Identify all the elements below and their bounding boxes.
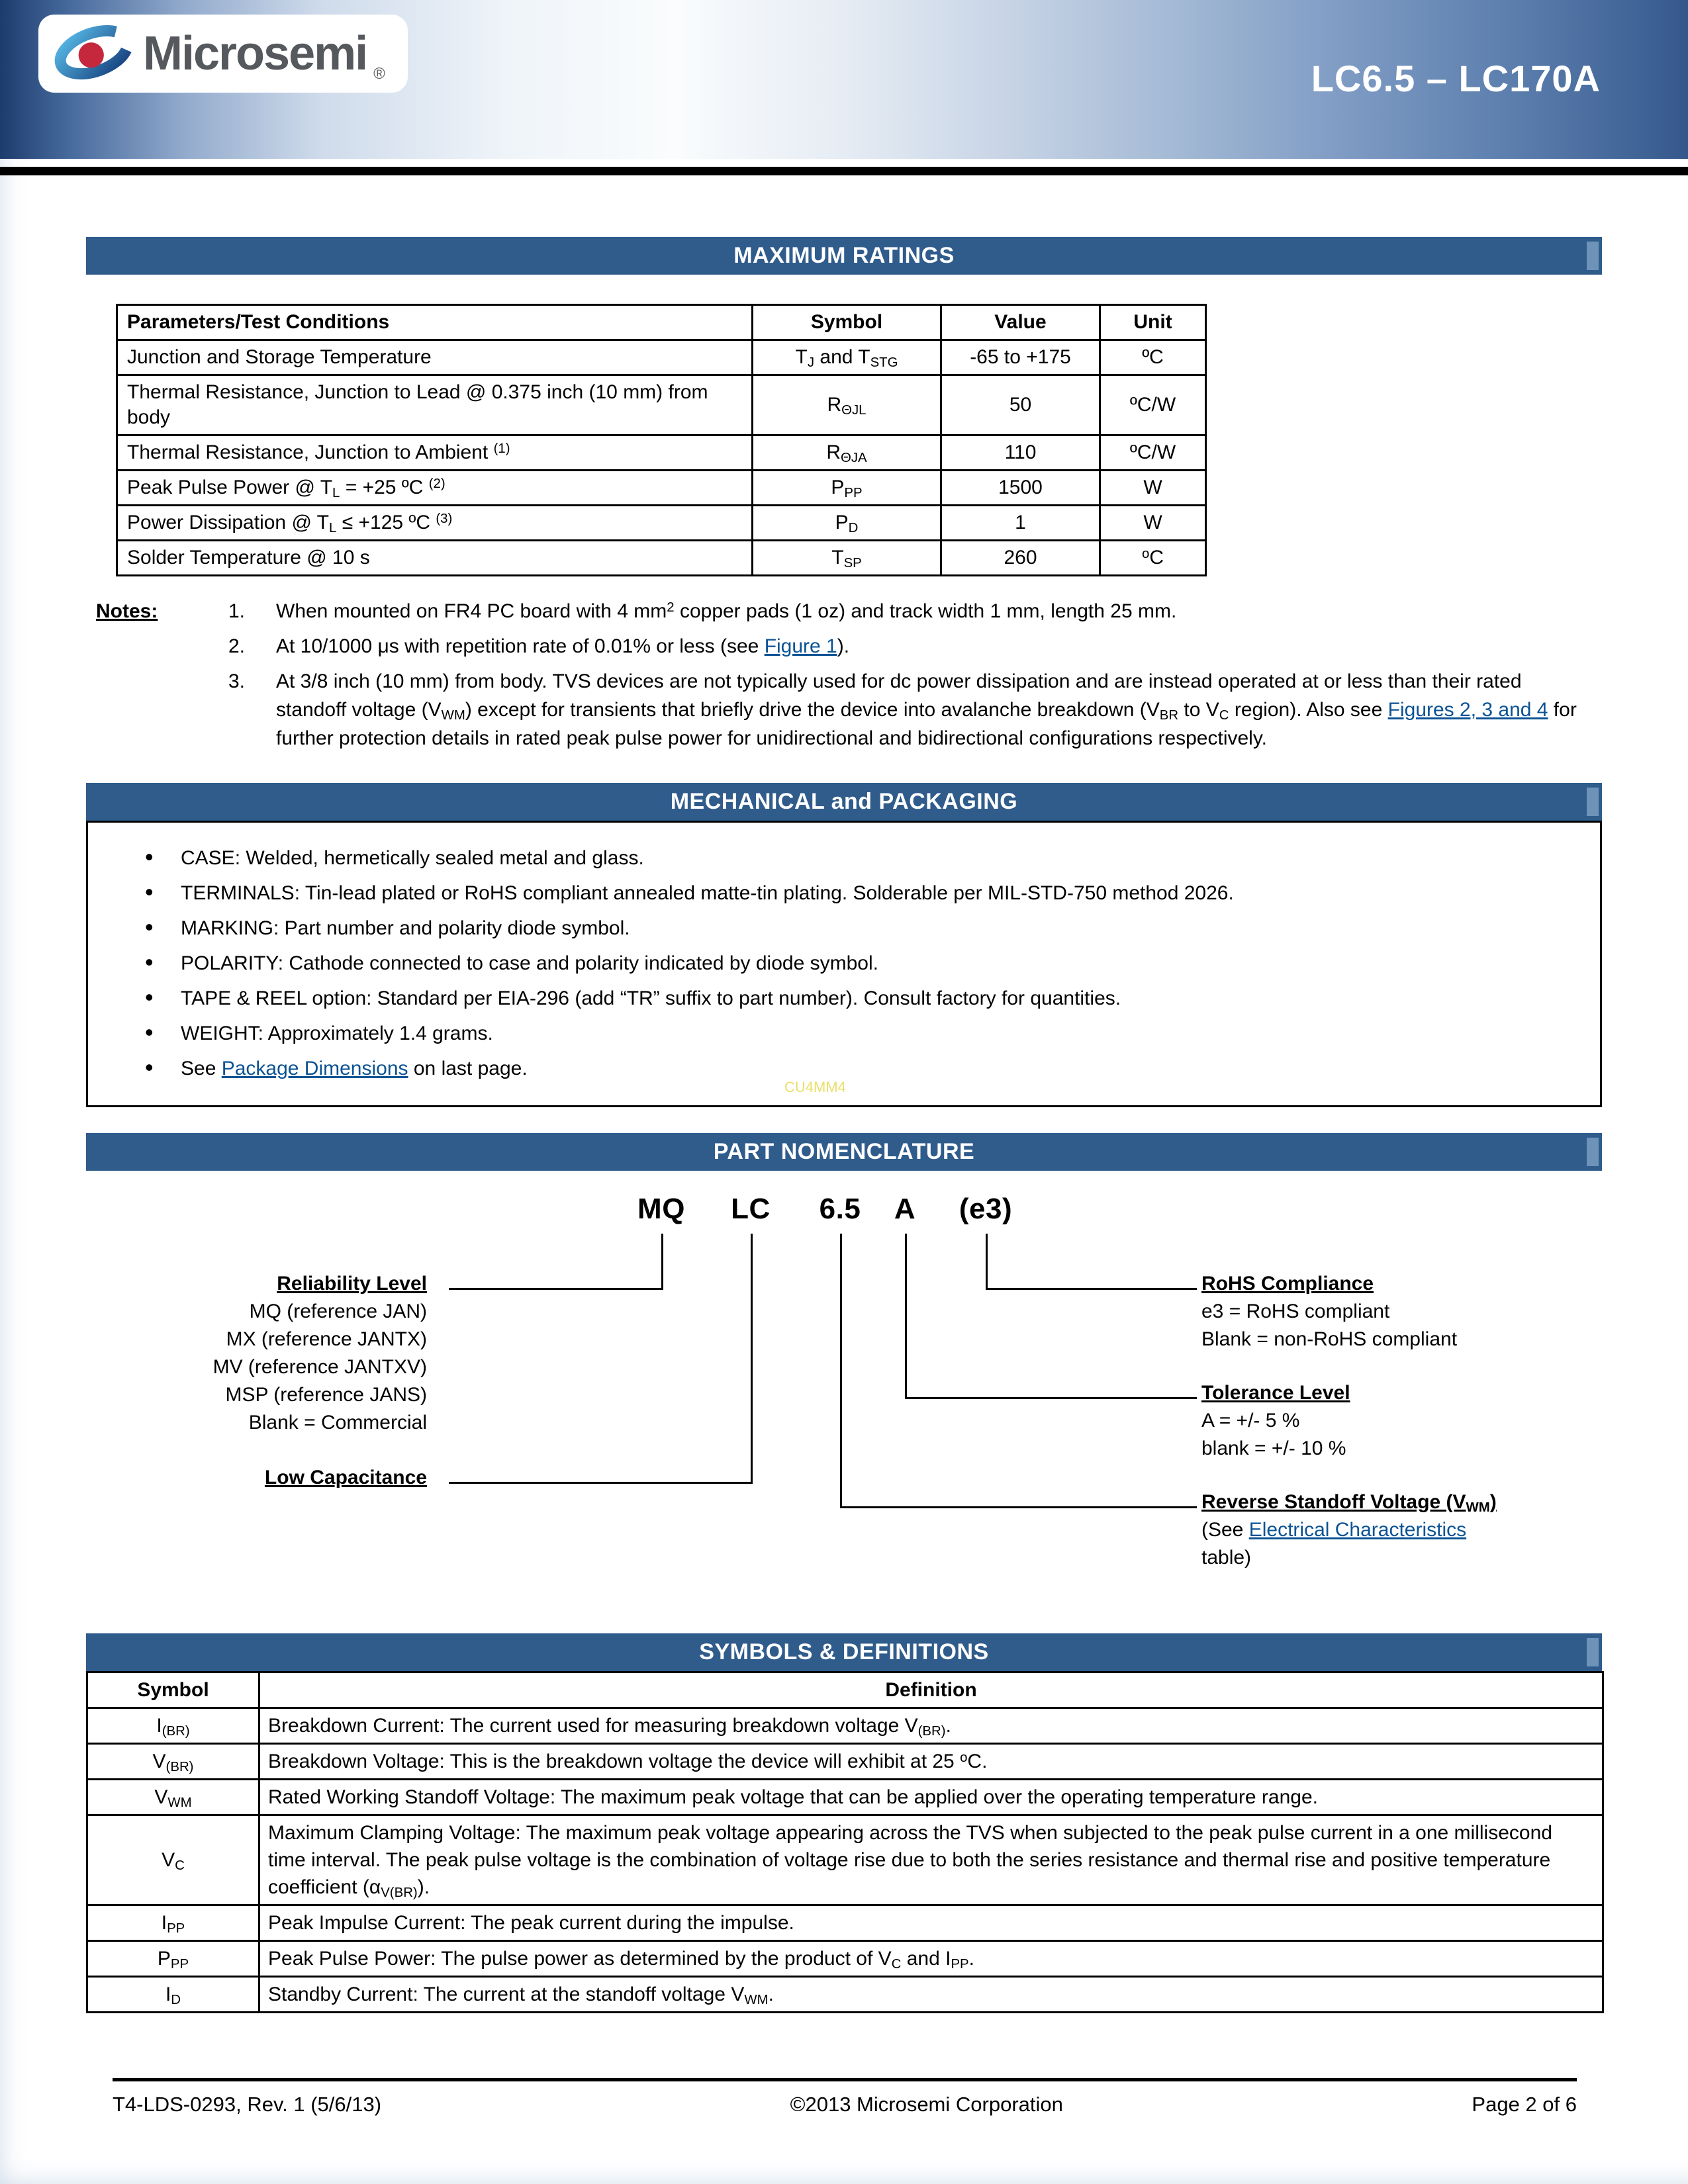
table-row (117, 506, 1206, 541)
unit-cell: W (1100, 471, 1206, 506)
registered-mark: ® (373, 65, 385, 83)
header-banner (0, 0, 1688, 159)
symbol-cell: $R_{\Theta JL}$ (753, 375, 941, 435)
connector-line (840, 1506, 1197, 1508)
symbol-cell: $I_{(BR)}$ (87, 1708, 259, 1744)
value-cell: 1 (941, 506, 1100, 541)
table-row (87, 1905, 1603, 1941)
table-row (117, 340, 1206, 375)
table-row (87, 1744, 1603, 1780)
value-cell: -65 to +175 (941, 340, 1100, 375)
connector-line (751, 1234, 753, 1484)
mechanical-item: • POLARITY: Cathode connected to case and polarity indicated by diode symbol. (88, 949, 1600, 978)
definition-cell: Peak Pulse Power: The pulse power as determined by the product of $V_C$ and $I_{PP}$. (259, 1941, 1603, 1977)
group-line: MX (reference JANTX) (226, 1328, 427, 1350)
mechanical-list (88, 844, 1600, 1083)
group-heading: Tolerance Level (1201, 1382, 1350, 1404)
note-text: At 10/1000 μs with repetition rate of 0.01% or less (see Figure 1). (276, 635, 850, 657)
microsemi-logo (38, 15, 408, 93)
parameter-cell: Power Dissipation @ $T_L \le +125$ ºC $^{(3)}$ (117, 506, 753, 541)
reverse-standoff-group (1201, 1488, 1602, 1572)
mechanical-item: • TERMINALS: Tin-lead plated or RoHS compliant annealed matte-tin plating. Solderable per MIL-STD-750 method 2026. (88, 879, 1600, 908)
notes-list (228, 597, 1593, 759)
symbols-table-body (87, 1672, 1603, 2013)
definition-cell: Rated Working Standoff Voltage: The maximum peak voltage that can be applied over the operating temperature range. (259, 1780, 1603, 1815)
part-nomenclature-diagram (86, 1171, 1602, 1621)
rohs-compliance-group (1201, 1270, 1602, 1353)
note-item (228, 667, 1593, 752)
notes (96, 597, 1618, 759)
group-heading: Reverse Standoff Voltage $(V_{WM})$ (1201, 1491, 1497, 1516)
connector-line (986, 1234, 988, 1290)
group-line: MQ (reference JAN) (249, 1300, 427, 1322)
section-title: MECHANICAL and PACKAGING (670, 789, 1018, 814)
mechanical-item: • CASE: Welded, hermetically sealed metal and glass. (88, 844, 1600, 873)
unit-cell: $^o$C (1100, 541, 1206, 576)
max-ratings-header-row (117, 305, 1206, 340)
table-row (117, 541, 1206, 576)
mechanical-item: • See Package Dimensions on last page. (88, 1054, 1600, 1083)
unit-cell: ºC/W (1100, 435, 1206, 471)
symbols-definitions-header (86, 1633, 1602, 1671)
column-header: Definition (259, 1672, 1603, 1708)
part-nomenclature-header (86, 1133, 1602, 1171)
symbol-cell: $P_{PP}$ (87, 1941, 259, 1977)
table-row (87, 1941, 1603, 1977)
unit-cell: ºC/W (1100, 375, 1206, 435)
part-token: (e3) (959, 1193, 1013, 1225)
symbol-cell: $V_{WM}$ (87, 1780, 259, 1815)
footer-page-number: Page 2 of 6 (1472, 2093, 1577, 2116)
note-number: 1. (228, 600, 246, 622)
group-line: Blank = Commercial (248, 1412, 427, 1433)
mechanical-item: • MARKING: Part number and polarity diode symbol. (88, 914, 1600, 943)
section-title: PART NOMENCLATURE (713, 1139, 975, 1164)
table-row (87, 1977, 1603, 2013)
tolerance-level-group (1201, 1379, 1602, 1463)
section-title: SYMBOLS & DEFINITIONS (699, 1639, 989, 1664)
note-number: 2. (228, 635, 246, 657)
note-number: 3. (228, 670, 246, 692)
connector-line (449, 1482, 753, 1484)
footer-doc-number: T4-LDS-0293, Rev. 1 (5/6/13) (113, 2093, 382, 2116)
link[interactable]: Figure 1 (764, 635, 837, 657)
group-heading: Low Capacitance (264, 1467, 427, 1488)
connector-line (661, 1234, 663, 1290)
mechanical-header (86, 783, 1602, 821)
column-header: Symbol (753, 305, 941, 340)
symbol-cell: $I_{PP}$ (87, 1905, 259, 1941)
table-row (87, 1708, 1603, 1744)
column-header: Parameters/Test Conditions (117, 305, 753, 340)
mechanical-box (86, 821, 1602, 1107)
watermark-text: CU4MM4 (784, 1079, 846, 1095)
table-row (117, 471, 1206, 506)
footer-copyright: ©2013 Microsemi Corporation (790, 2093, 1063, 2116)
part-token: 6.5 (819, 1193, 861, 1225)
notes-label: Notes: (96, 600, 158, 622)
value-cell: 110 (941, 435, 1100, 471)
header-divider (0, 167, 1688, 175)
definition-cell: Maximum Clamping Voltage: The maximum peak voltage appearing across the TVS when subjected to the peak pulse current in a one millisecond time interval. The peak pulse voltage is the combination of voltage rise due to both the series resistance and thermal rise and positive temperature coefficient $(\alpha_{V(BR)})$. (259, 1815, 1603, 1905)
part-token: A (894, 1193, 916, 1225)
value-cell: 1500 (941, 471, 1100, 506)
value-cell: 50 (941, 375, 1100, 435)
section-title: MAXIMUM RATINGS (733, 243, 955, 268)
microsemi-logo-text: Microsemi (143, 27, 367, 80)
parameter-cell: Thermal Resistance, Junction to Lead @ 0.375 inch (10 mm) from body (117, 375, 753, 435)
connector-line (905, 1234, 907, 1399)
unit-cell: W (1100, 506, 1206, 541)
mechanical-item: • TAPE & REEL option: Standard per EIA-296 (add “TR” suffix to part number). Consult factory for quantities. (88, 984, 1600, 1013)
link[interactable]: Electrical Characteristics (1248, 1519, 1467, 1541)
symbol-cell: $V_C$ (87, 1815, 259, 1905)
group-line: e3 = RoHS compliant (1201, 1300, 1390, 1322)
symbol-cell: $I_D$ (87, 1977, 259, 2013)
column-header: Unit (1100, 305, 1206, 340)
note-item (228, 632, 1593, 660)
group-line: (See Electrical Characteristics (1201, 1519, 1467, 1541)
note-text: When mounted on FR4 PC board with 4 $mm^2$ copper pads (1 oz) and track width 1 mm, length 25 mm. (276, 600, 1177, 622)
mechanical-item: • WEIGHT: Approximately 1.4 grams. (88, 1019, 1600, 1048)
symbols-table (86, 1671, 1604, 2013)
note-text: At 3/8 inch (10 mm) from body. TVS devices are not typically used for dc power dissipation and are instead operated at or less than their rated standoff voltage $(V_{WM})$ except for transients that briefly drive the device into avalanche breakdown ($V_{BR}$ to $V_C$ region). Also see Figures 2, 3 and 4 for further protection details in rated peak pulse power for unidirectional and bidirectional configurations respectively. (276, 670, 1577, 749)
column-header: Value (941, 305, 1100, 340)
connector-line (905, 1397, 1197, 1399)
group-line: A = +/- 5 % (1201, 1410, 1300, 1432)
reliability-level-group (86, 1270, 427, 1437)
parameter-cell: Peak Pulse Power @ $T_L = +25$ ºC $^{(2)}$ (117, 471, 753, 506)
connector-line (449, 1288, 663, 1290)
table-row (87, 1780, 1603, 1815)
group-line: MV (reference JANTXV) (212, 1356, 427, 1378)
group-line: table) (1201, 1547, 1252, 1569)
maximum-ratings-table-body (117, 305, 1206, 576)
page-title: LC6.5 – LC170A (1311, 58, 1601, 99)
group-line: Blank = non-RoHS compliant (1201, 1328, 1458, 1350)
parameter-cell: Solder Temperature @ 10 s (117, 541, 753, 576)
group-line: MSP (reference JANS) (225, 1384, 427, 1406)
low-capacitance-group (86, 1464, 427, 1492)
symbol-cell: $V_{(BR)}$ (87, 1744, 259, 1780)
part-token: MQ (637, 1193, 685, 1225)
link[interactable]: Package Dimensions (221, 1058, 408, 1079)
footer-divider (113, 2078, 1577, 2081)
value-cell: 260 (941, 541, 1100, 576)
group-heading: RoHS Compliance (1201, 1273, 1374, 1295)
column-header: Symbol (87, 1672, 259, 1708)
symbol-cell: $T_J$ and $T_{STG}$ (753, 340, 941, 375)
maximum-ratings-table (116, 304, 1207, 576)
table-row (117, 435, 1206, 471)
symbol-cell: $P_{PP}$ (753, 471, 941, 506)
definition-cell: Breakdown Voltage: This is the breakdown voltage the device will exhibit at 25 $^o$C. (259, 1744, 1603, 1780)
group-line: blank = +/- 10 % (1201, 1437, 1346, 1459)
definition-cell: Breakdown Current: The current used for measuring breakdown voltage $V_{(BR)}$. (259, 1708, 1603, 1744)
definition-cell: Peak Impulse Current: The peak current during the impulse. (259, 1905, 1603, 1941)
footer (113, 2093, 1577, 2116)
group-heading: Reliability Level (277, 1273, 427, 1295)
maximum-ratings-header (86, 237, 1602, 275)
symbols-header-row (87, 1672, 1603, 1708)
link[interactable]: Figures 2, 3 and 4 (1387, 699, 1548, 721)
note-item (228, 597, 1593, 625)
table-row (87, 1815, 1603, 1905)
microsemi-swirl-icon (52, 19, 136, 89)
symbol-cell: $R_{\Theta JA}$ (753, 435, 941, 471)
definition-cell: Standby Current: The current at the standoff voltage $V_{WM}$. (259, 1977, 1603, 2013)
parameter-cell: Thermal Resistance, Junction to Ambient $^{(1)}$ (117, 435, 753, 471)
symbol-cell: $P_D$ (753, 506, 941, 541)
parameter-cell: Junction and Storage Temperature (117, 340, 753, 375)
connector-line (840, 1234, 842, 1508)
part-token: LC (731, 1193, 771, 1225)
unit-cell: ºC (1100, 340, 1206, 375)
symbol-cell: $T_{SP}$ (753, 541, 941, 576)
table-row (117, 375, 1206, 435)
connector-line (986, 1288, 1197, 1290)
